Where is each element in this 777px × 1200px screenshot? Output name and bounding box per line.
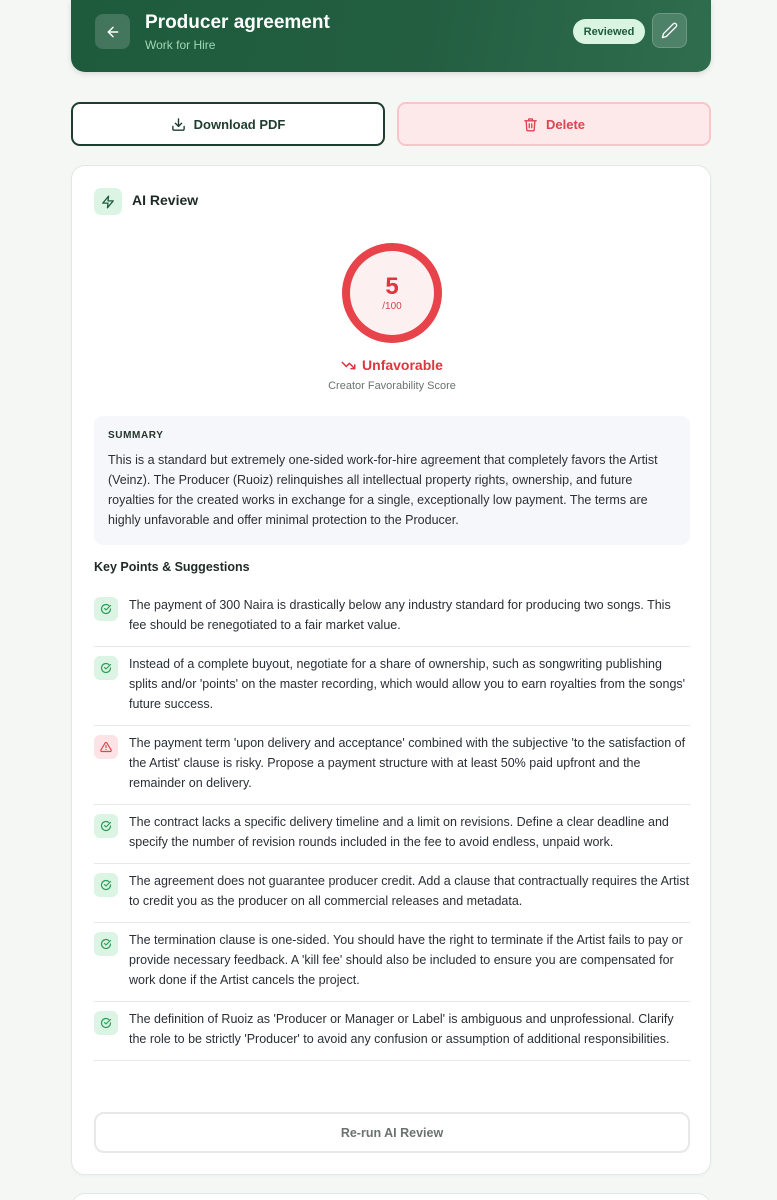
page-subtitle: Work for Hire <box>145 38 216 52</box>
check-circle-icon <box>94 597 118 621</box>
score-ring <box>342 243 442 343</box>
delete-button[interactable] <box>397 102 711 146</box>
key-point-text: The payment of 300 Naira is drastically below any industry standard for producing two songs. This fee should be renegotiated to a fair market value. <box>129 598 671 632</box>
trash-icon <box>523 117 538 132</box>
list-item <box>94 1002 690 1061</box>
page-title: Producer agreement <box>145 12 330 33</box>
back-button[interactable] <box>95 14 130 49</box>
score-value: 5 <box>385 273 399 300</box>
arrow-left-icon <box>105 24 121 40</box>
trending-down-icon <box>341 358 356 373</box>
list-item <box>94 864 690 923</box>
summary-text: This is a standard but extremely one-sided work-for-hire agreement that completely favors the Artist (Veinz). The Producer (Ruoiz) relinquishes all intellectual property rights, ownership, and future royalties for the created works in exchange for a single, exceptionally low payment. The terms are highly unfavorable and offer minimal protection to the Producer. <box>108 453 658 527</box>
summary-box <box>94 416 690 545</box>
lightning-bolt-icon <box>101 195 115 209</box>
key-point-text: The termination clause is one-sided. You should have the right to terminate if the Artist fails to pay or provide necessary feedback. A 'kill fee' should also be included to ensure you are compensated for work done if the Artist cancels the project. <box>129 933 683 987</box>
key-points-title: Key Points & Suggestions <box>94 560 250 574</box>
score-max: /100 <box>382 301 402 312</box>
check-circle-icon <box>94 873 118 897</box>
key-point-text: The agreement does not guarantee producer credit. Add a clause that contractually requires the Artist to credit you as the producer on all commercial releases and metadata. <box>129 874 690 908</box>
ai-review-card <box>71 165 711 1175</box>
status-badge: Reviewed <box>573 19 645 44</box>
key-point-text: The payment term 'upon delivery and acceptance' combined with the subjective 'to the satisfaction of the Artist' clause is risky. Propose a payment structure with at least 50% paid upfront and the remainder on delivery. <box>129 736 686 790</box>
key-points-list <box>94 588 690 1061</box>
download-icon <box>171 117 186 132</box>
check-circle-icon <box>94 1011 118 1035</box>
ai-review-icon-box <box>94 188 122 215</box>
list-item <box>94 805 690 864</box>
verdict-label: Unfavorable <box>362 357 443 373</box>
list-item <box>94 647 690 726</box>
document-header <box>71 0 711 72</box>
ai-review-title: AI Review <box>132 192 199 208</box>
check-circle-icon <box>94 932 118 956</box>
check-circle-icon <box>94 656 118 680</box>
key-point-text: Instead of a complete buyout, negotiate for a share of ownership, such as songwriting publishing splits and/or 'points' on the master recording, which would allow you to earn royalties from the songs' future success. <box>129 657 686 711</box>
delete-label: Delete <box>545 116 586 132</box>
download-pdf-button[interactable] <box>71 102 385 146</box>
next-section-card <box>71 1193 711 1200</box>
list-item <box>94 923 690 1002</box>
pencil-icon <box>661 22 678 39</box>
list-item <box>94 726 690 805</box>
list-item <box>94 588 690 647</box>
verdict <box>72 357 712 373</box>
key-point-text: The contract lacks a specific delivery timeline and a limit on revisions. Define a clear deadline and specify the number of revision rounds included in the fee to avoid endless, unpaid work. <box>129 815 669 849</box>
download-pdf-label: Download PDF <box>193 116 286 132</box>
warning-triangle-icon <box>94 735 118 759</box>
edit-button[interactable] <box>652 13 687 48</box>
summary-heading: SUMMARY <box>108 430 164 441</box>
key-point-text: The definition of Ruoiz as 'Producer or Manager or Label' is ambiguous and unprofessional. Clarify the role to be strictly 'Producer' to avoid any confusion or assumption of additional responsibilities. <box>129 1012 674 1046</box>
rerun-ai-review-button[interactable]: Re-run AI Review <box>94 1112 690 1153</box>
verdict-caption: Creator Favorability Score <box>328 380 456 392</box>
check-circle-icon <box>94 814 118 838</box>
